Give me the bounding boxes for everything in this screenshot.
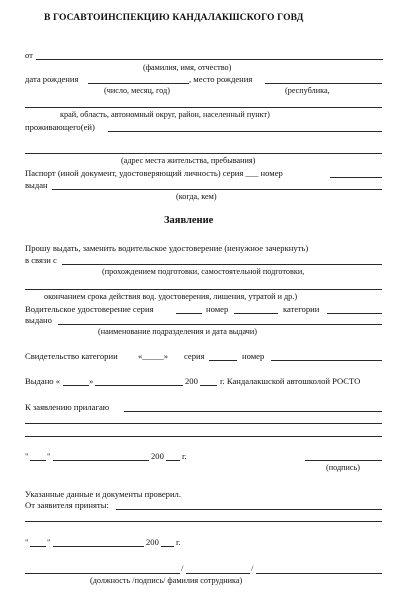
certificate-issued-year: 200 [185,376,198,386]
passport-issued-field[interactable] [52,189,382,190]
attachments-label: К заявлению прилагаю [25,402,110,412]
residing-label: проживающего(ей) [25,122,95,132]
birth-date-hint: (число, месяц, год) [104,86,170,95]
residence-field[interactable] [108,131,382,132]
full-name-hint: (фамилия, имя, отчество) [143,63,232,72]
license-number-label: номер [206,304,229,314]
attachments-field-3[interactable] [25,436,382,437]
official-date-open-quote: " [25,537,29,547]
official-signature-field[interactable] [186,573,250,574]
certificate-issued-prefix: Выдано « [25,376,61,386]
region-field[interactable] [25,107,382,108]
birth-place-label: , место рождения [189,74,253,84]
certificate-issued-quote: » [89,376,94,386]
sign-date-close-quote: " [47,451,51,461]
sign-year: 200 [151,451,164,461]
attachments-field-2[interactable] [25,423,382,424]
license-category-label: категории [283,304,320,314]
full-name-field[interactable] [36,59,383,60]
official-surname-field[interactable] [256,573,382,574]
request-text: Прошу выдать, заменить водительское удостоверение (ненужное зачеркнуть) [25,243,309,253]
form-title: В ГОСАВТОИНСПЕКЦИЮ КАНДАЛАКШСКОГО ГОВД [44,12,304,23]
attachments-field[interactable] [124,411,382,412]
certificate-label: Свидетельство категории [25,351,118,361]
accepted-label: От заявителя приняты: [25,500,109,510]
birth-date-field[interactable] [88,83,189,84]
license-series-field[interactable] [176,313,202,314]
official-year-suffix: г. [176,537,181,547]
birth-date-label: дата рождения [25,74,79,84]
certificate-number-field[interactable] [271,360,382,361]
applicant-signature-field[interactable] [305,460,382,461]
official-position-field[interactable] [25,573,180,574]
license-number-field[interactable] [234,313,278,314]
reason-label: в связи с [25,255,57,265]
official-slash-2: / [251,563,254,573]
official-year: 200 [146,537,159,547]
certificate-number-label: номер [242,351,265,361]
republic-hint: (республика, [285,86,330,95]
passport-issued-label: выдан [25,180,48,190]
official-date-close-quote: " [47,537,51,547]
accepted-field-2[interactable] [25,521,382,522]
license-issued-field[interactable] [58,324,382,325]
from-label: от [25,50,33,60]
official-slash-1: / [181,563,184,573]
certificate-series-field[interactable] [209,360,237,361]
certificate-issued-day-field[interactable] [63,385,89,386]
statement-heading: Заявление [164,215,214,226]
signature-hint: (подпись) [326,463,360,472]
residence-field-2[interactable] [25,153,382,154]
region-hint: край, область, автономный округ, район, населенный пункт) [60,110,270,119]
official-year-field[interactable] [161,546,174,547]
license-issued-label: выдано [25,315,52,325]
reason-field[interactable] [62,264,382,265]
sign-day-field[interactable] [30,460,46,461]
passport-number-field[interactable] [330,177,382,178]
license-category-field[interactable] [327,313,382,314]
certificate-issued-year-field[interactable] [200,385,217,386]
official-day-field[interactable] [30,546,46,547]
license-label: Водительское удостоверение серия [25,304,154,314]
sign-date-open-quote: " [25,451,29,461]
sign-year-field[interactable] [166,460,180,461]
sign-month-field[interactable] [53,460,149,461]
official-month-field[interactable] [53,546,144,547]
official-hint: (должность /подпись/ фамилия сотрудника) [90,576,243,585]
certificate-series-label: серия [184,351,205,361]
license-issued-hint: (наименование подразделения и дата выдачи) [98,327,258,336]
reason-field-2[interactable] [25,289,382,290]
passport-issued-hint: (когда, кем) [176,192,217,201]
birth-place-field[interactable] [265,83,382,84]
reason-hint-1: (прохождением подготовки, самостоятельной подготовки, [102,267,305,276]
reason-hint-2: окончанием срока действия вод. удостоверения, лишения, утратой и др.) [44,292,298,301]
certificate-issued-school: г. Кандалакшской автошколой РОСТО [220,376,361,386]
passport-label: Паспорт (иной документ, удостоверяющий личность) серия ___ номер [25,168,283,178]
certificate-issued-month-field[interactable] [95,385,183,386]
verification-text: Указанные данные и документы проверил. [25,489,181,499]
certificate-category[interactable]: «_____» [138,351,169,361]
sign-year-suffix: г. [182,451,187,461]
address-hint: (адрес места жительства, пребывания) [121,156,256,165]
accepted-field[interactable] [116,509,382,510]
